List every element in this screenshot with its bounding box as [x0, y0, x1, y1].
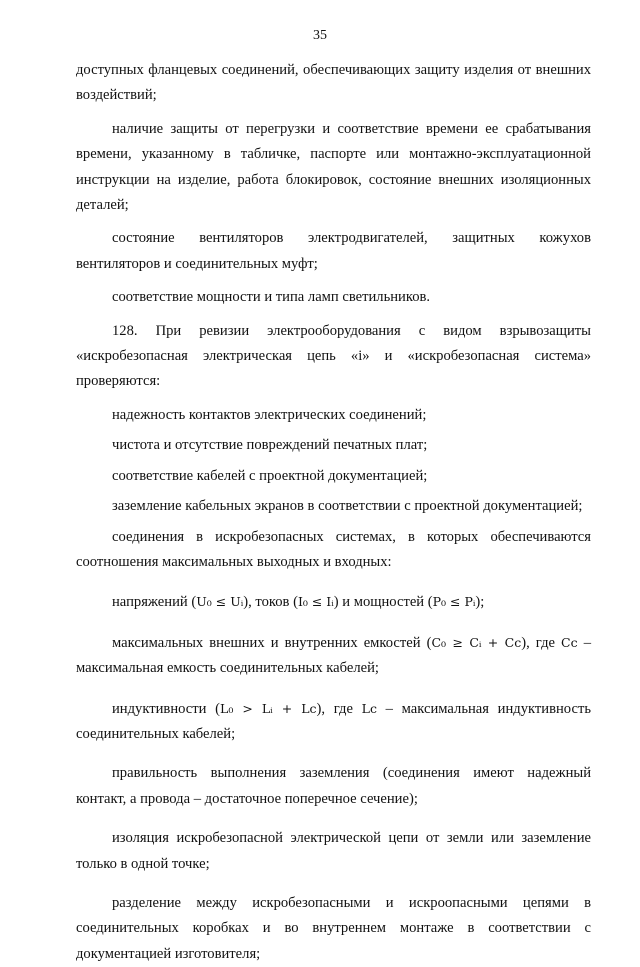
- paragraph: доступных фланцевых соединений, обеспечивающих защиту изделия от внешних воздействий;: [76, 62, 591, 104]
- list-item: изоляция искробезопасной электрической цепи от земли или заземление только в одной точке;: [76, 830, 591, 872]
- list-item: правильность выполнения заземления (соединения имеют надежный контакт, а провода – достаточное поперечное сечение);: [76, 765, 591, 807]
- paragraph: состояние вентиляторов электродвигателей, защитных кожухов вентиляторов и соединительных муфт;: [76, 230, 591, 272]
- text-run: ), где: [316, 700, 362, 717]
- text-run: ), где: [521, 634, 562, 651]
- text-run: максимальных внешних и внутренних емкостей (: [112, 634, 432, 651]
- section-128-heading: 128. При ревизии электрооборудования с видом взрывозащиты «искробезопасная электрическая цепь «i» и «искробезопасная система» проверяются:: [76, 322, 591, 390]
- text-run: ) и мощностей (: [333, 594, 433, 611]
- text-run: – максимальная индуктивность соединительных кабелей;: [76, 700, 591, 742]
- list-item: чистота и отсутствие повреждений печатных плат;: [112, 437, 428, 454]
- paragraph: соответствие мощности и типа ламп светильников.: [112, 289, 431, 306]
- formula-cable-capacitance: Cс: [561, 634, 578, 650]
- formula-inductance-inequality: L₀ > Lᵢ + Lс: [220, 700, 317, 716]
- formula-capacitance-inequality: C₀ ≥ Cᵢ + Cс: [431, 634, 522, 650]
- paragraph: наличие защиты от перегрузки и соответствие времени ее срабатывания времени, указанному в табличке, паспорте или монтажно-эксплуатационной инструкции на изделие, работа блокировок, состояние внешних изоляционных деталей;: [76, 120, 591, 214]
- list-item: соответствие кабелей с проектной документацией;: [112, 467, 428, 484]
- text-run: напряжений (: [112, 594, 197, 611]
- formula-cable-inductance: Lс: [361, 700, 377, 716]
- list-item: разделение между искробезопасными и искроопасными цепями в соединительных коробках и во внутреннем монтаже в соответствии с документацией изготовителя;: [76, 894, 591, 962]
- formula-voltage-current-power: [76, 589, 591, 615]
- list-item: соединения в искробезопасных системах, в которых обеспечиваются соотношения максимальных выходных и входных:: [76, 528, 591, 570]
- formula-power: P₀ ≤ Pᵢ: [432, 594, 476, 610]
- formula-current: I₀ ≤ Iᵢ: [297, 594, 334, 610]
- list-item: надежность контактов электрических соединений;: [112, 406, 427, 423]
- document-body: [76, 58, 591, 967]
- formula-capacitance: [76, 630, 591, 682]
- text-run: индуктивности (: [112, 700, 221, 717]
- list-item: заземление кабельных экранов в соответствии с проектной документацией;: [112, 498, 583, 515]
- text-run: );: [475, 594, 485, 611]
- text-run: ), токов (: [243, 594, 298, 611]
- formula-voltage: U₀ ≤ Uᵢ: [196, 594, 244, 610]
- text-run: – максимальная емкость соединительных кабелей;: [76, 634, 591, 677]
- formula-inductance: [76, 696, 591, 748]
- page-number: 35: [313, 28, 327, 43]
